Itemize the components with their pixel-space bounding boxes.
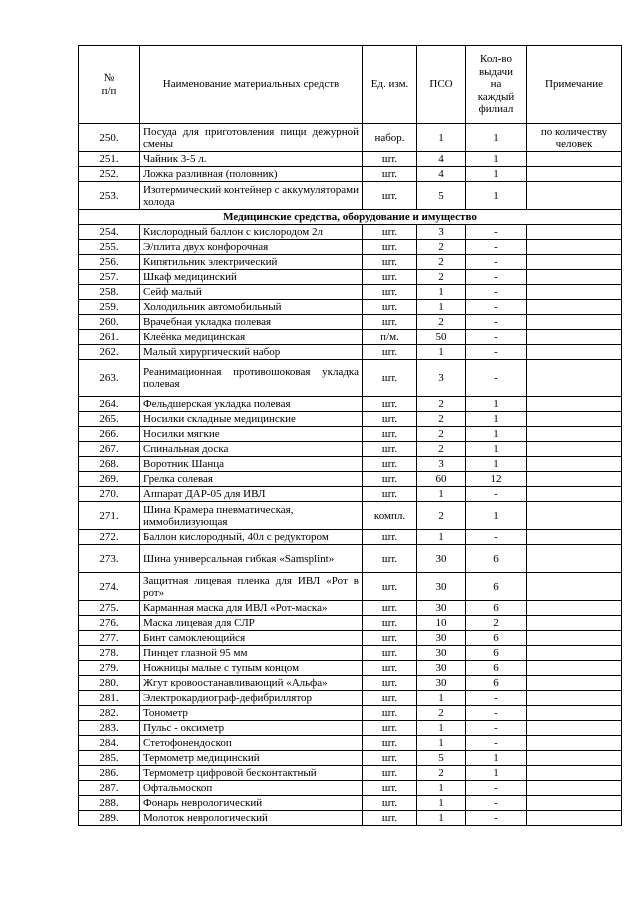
item-name: Термометр медицинский [140, 751, 363, 766]
table-row [79, 736, 622, 751]
unit-of-measure: шт. [363, 472, 417, 487]
section-row [79, 210, 622, 225]
note [527, 796, 622, 811]
branch-quantity: 1 [466, 427, 527, 442]
row-number: 268. [79, 457, 140, 472]
item-name: Реанимационная противошоковая укладка полевая [140, 360, 363, 397]
unit-of-measure: шт. [363, 691, 417, 706]
branch-quantity: 1 [466, 152, 527, 167]
table-row [79, 601, 622, 616]
table-row [79, 360, 622, 397]
pso-quantity: 2 [417, 427, 466, 442]
pso-quantity: 30 [417, 545, 466, 573]
pso-quantity: 1 [417, 736, 466, 751]
item-name: Жгут кровоостанавливающий «Альфа» [140, 676, 363, 691]
item-name: Холодильник автомобильный [140, 300, 363, 315]
inventory-table [78, 45, 622, 826]
branch-quantity: - [466, 300, 527, 315]
unit-of-measure: шт. [363, 427, 417, 442]
unit-of-measure: шт. [363, 811, 417, 826]
row-number: 275. [79, 601, 140, 616]
branch-quantity: - [466, 285, 527, 300]
unit-of-measure: шт. [363, 796, 417, 811]
table-row [79, 270, 622, 285]
branch-quantity: 6 [466, 601, 527, 616]
branch-quantity: - [466, 811, 527, 826]
pso-quantity: 2 [417, 442, 466, 457]
pso-quantity: 2 [417, 412, 466, 427]
row-number: 261. [79, 330, 140, 345]
unit-of-measure: шт. [363, 152, 417, 167]
header-unit: Ед. изм. [363, 46, 417, 124]
note [527, 427, 622, 442]
pso-quantity: 2 [417, 502, 466, 530]
pso-quantity: 1 [417, 487, 466, 502]
note [527, 545, 622, 573]
unit-of-measure: шт. [363, 736, 417, 751]
item-name: Посуда для приготовления пищи дежурной смены [140, 124, 363, 152]
row-number: 277. [79, 631, 140, 646]
pso-quantity: 3 [417, 225, 466, 240]
row-number: 278. [79, 646, 140, 661]
pso-quantity: 2 [417, 315, 466, 330]
branch-quantity: - [466, 691, 527, 706]
pso-quantity: 2 [417, 766, 466, 781]
pso-quantity: 2 [417, 706, 466, 721]
item-name: Воротник Шанца [140, 457, 363, 472]
pso-quantity: 1 [417, 300, 466, 315]
item-name: Э/плита двух конфорочная [140, 240, 363, 255]
row-number: 258. [79, 285, 140, 300]
branch-quantity: 1 [466, 182, 527, 210]
pso-quantity: 1 [417, 811, 466, 826]
note [527, 530, 622, 545]
note [527, 631, 622, 646]
row-number: 276. [79, 616, 140, 631]
row-number: 283. [79, 721, 140, 736]
unit-of-measure: шт. [363, 646, 417, 661]
item-name: Шкаф медицинский [140, 270, 363, 285]
table-row [79, 167, 622, 182]
table-row [79, 530, 622, 545]
branch-quantity: - [466, 240, 527, 255]
table-row [79, 631, 622, 646]
unit-of-measure: шт. [363, 442, 417, 457]
unit-of-measure: шт. [363, 781, 417, 796]
item-name: Врачебная укладка полевая [140, 315, 363, 330]
table-row [79, 616, 622, 631]
branch-quantity: 1 [466, 397, 527, 412]
unit-of-measure: шт. [363, 530, 417, 545]
row-number: 267. [79, 442, 140, 457]
section-body [79, 210, 622, 225]
note [527, 766, 622, 781]
row-number: 280. [79, 676, 140, 691]
pso-quantity: 3 [417, 360, 466, 397]
table-row [79, 285, 622, 300]
branch-quantity: - [466, 270, 527, 285]
unit-of-measure: шт. [363, 167, 417, 182]
row-number: 289. [79, 811, 140, 826]
row-number: 254. [79, 225, 140, 240]
table-row [79, 502, 622, 530]
row-number: 250. [79, 124, 140, 152]
item-name: Клеёнка медицинская [140, 330, 363, 345]
item-name: Молоток неврологический [140, 811, 363, 826]
table-row [79, 240, 622, 255]
row-number: 285. [79, 751, 140, 766]
branch-quantity: 6 [466, 545, 527, 573]
item-name: Фельдшерская укладка полевая [140, 397, 363, 412]
header-note: Примечание [527, 46, 622, 124]
row-number: 279. [79, 661, 140, 676]
header-pso: ПСО [417, 46, 466, 124]
unit-of-measure: п/м. [363, 330, 417, 345]
row-number: 259. [79, 300, 140, 315]
note [527, 255, 622, 270]
note [527, 270, 622, 285]
branch-quantity: 6 [466, 661, 527, 676]
note [527, 472, 622, 487]
unit-of-measure: шт. [363, 706, 417, 721]
table-row [79, 345, 622, 360]
pso-quantity: 1 [417, 781, 466, 796]
item-name: Баллон кислородный, 40л с редуктором [140, 530, 363, 545]
unit-of-measure: шт. [363, 721, 417, 736]
table-row [79, 330, 622, 345]
table-row [79, 412, 622, 427]
note [527, 300, 622, 315]
item-name: Шина Крамера пневматическая, иммобилизующая [140, 502, 363, 530]
table-row [79, 766, 622, 781]
branch-quantity: 1 [466, 502, 527, 530]
row-number: 256. [79, 255, 140, 270]
note [527, 285, 622, 300]
pso-quantity: 5 [417, 751, 466, 766]
pso-quantity: 1 [417, 691, 466, 706]
row-number: 288. [79, 796, 140, 811]
item-name: Носилки складные медицинские [140, 412, 363, 427]
table-row [79, 442, 622, 457]
item-name: Спинальная доска [140, 442, 363, 457]
unit-of-measure: шт. [363, 182, 417, 210]
unit-of-measure: шт. [363, 487, 417, 502]
note [527, 661, 622, 676]
row-number: 263. [79, 360, 140, 397]
pso-quantity: 1 [417, 721, 466, 736]
unit-of-measure: шт. [363, 240, 417, 255]
note [527, 751, 622, 766]
branch-quantity: - [466, 530, 527, 545]
pso-quantity: 2 [417, 397, 466, 412]
unit-of-measure: шт. [363, 573, 417, 601]
unit-of-measure: шт. [363, 285, 417, 300]
table-row [79, 751, 622, 766]
branch-quantity: - [466, 721, 527, 736]
row-number: 269. [79, 472, 140, 487]
header-num: № п/п [79, 46, 140, 124]
pso-quantity: 10 [417, 616, 466, 631]
branch-quantity: - [466, 796, 527, 811]
header-name: Наименование материальных средств [140, 46, 363, 124]
pso-quantity: 2 [417, 240, 466, 255]
item-name: Шина универсальная гибкая «Samsplint» [140, 545, 363, 573]
note [527, 330, 622, 345]
unit-of-measure: шт. [363, 616, 417, 631]
note [527, 167, 622, 182]
pso-quantity: 50 [417, 330, 466, 345]
item-name: Ложка разливная (половник) [140, 167, 363, 182]
row-number: 273. [79, 545, 140, 573]
branch-quantity: 1 [466, 124, 527, 152]
table-row [79, 457, 622, 472]
branch-quantity: - [466, 315, 527, 330]
item-name: Малый хирургический набор [140, 345, 363, 360]
row-number: 274. [79, 573, 140, 601]
branch-quantity: 1 [466, 442, 527, 457]
item-name: Электрокардиограф-дефибриллятор [140, 691, 363, 706]
note [527, 601, 622, 616]
table-header-row [79, 46, 622, 124]
pso-quantity: 30 [417, 573, 466, 601]
unit-of-measure: шт. [363, 345, 417, 360]
item-name: Сейф малый [140, 285, 363, 300]
item-name: Грелка солевая [140, 472, 363, 487]
table-row [79, 691, 622, 706]
item-name: Аппарат ДАР-05 для ИВЛ [140, 487, 363, 502]
table-row [79, 255, 622, 270]
pso-quantity: 4 [417, 167, 466, 182]
note [527, 676, 622, 691]
note [527, 721, 622, 736]
table-row [79, 315, 622, 330]
unit-of-measure: шт. [363, 315, 417, 330]
header-qty: Кол-во выдачи на каждый филиал [466, 46, 527, 124]
branch-quantity: 12 [466, 472, 527, 487]
row-number: 264. [79, 397, 140, 412]
item-name: Носилки мягкие [140, 427, 363, 442]
branch-quantity: - [466, 360, 527, 397]
row-number: 255. [79, 240, 140, 255]
note [527, 412, 622, 427]
note [527, 152, 622, 167]
branch-quantity: 6 [466, 573, 527, 601]
item-name: Изотермический контейнер с аккумуляторами холода [140, 182, 363, 210]
item-name: Защитная лицевая пленка для ИВЛ «Рот в рот» [140, 573, 363, 601]
row-number: 257. [79, 270, 140, 285]
table-row [79, 676, 622, 691]
unit-of-measure: шт. [363, 225, 417, 240]
row-number: 270. [79, 487, 140, 502]
item-name: Кислородный баллон с кислородом 2л [140, 225, 363, 240]
pso-quantity: 1 [417, 124, 466, 152]
item-name: Карманная маска для ИВЛ «Рот-маска» [140, 601, 363, 616]
branch-quantity: 1 [466, 457, 527, 472]
table-row [79, 721, 622, 736]
pso-quantity: 2 [417, 270, 466, 285]
pso-quantity: 4 [417, 152, 466, 167]
table-row [79, 487, 622, 502]
branch-quantity: 1 [466, 167, 527, 182]
item-name: Термометр цифровой бесконтактный [140, 766, 363, 781]
item-name: Офтальмоскоп [140, 781, 363, 796]
note [527, 360, 622, 397]
item-name: Бинт самоклеющийся [140, 631, 363, 646]
table-body-main [79, 225, 622, 826]
pso-quantity: 3 [417, 457, 466, 472]
unit-of-measure: шт. [363, 676, 417, 691]
table-row [79, 472, 622, 487]
branch-quantity: - [466, 736, 527, 751]
table-row [79, 152, 622, 167]
note [527, 736, 622, 751]
note [527, 442, 622, 457]
note: по количеству человек [527, 124, 622, 152]
pso-quantity: 5 [417, 182, 466, 210]
branch-quantity: - [466, 225, 527, 240]
branch-quantity: - [466, 255, 527, 270]
table-row [79, 706, 622, 721]
note [527, 487, 622, 502]
branch-quantity: - [466, 345, 527, 360]
section-title: Медицинские средства, оборудование и имущество [79, 210, 622, 225]
branch-quantity: 1 [466, 751, 527, 766]
unit-of-measure: шт. [363, 397, 417, 412]
branch-quantity: 1 [466, 766, 527, 781]
note [527, 811, 622, 826]
row-number: 272. [79, 530, 140, 545]
table-row [79, 781, 622, 796]
unit-of-measure: шт. [363, 545, 417, 573]
note [527, 706, 622, 721]
unit-of-measure: компл. [363, 502, 417, 530]
row-number: 265. [79, 412, 140, 427]
branch-quantity: - [466, 706, 527, 721]
note [527, 502, 622, 530]
unit-of-measure: шт. [363, 766, 417, 781]
note [527, 457, 622, 472]
pso-quantity: 1 [417, 796, 466, 811]
pso-quantity: 30 [417, 661, 466, 676]
branch-quantity: - [466, 781, 527, 796]
pso-quantity: 1 [417, 530, 466, 545]
item-name: Стетофонендоскоп [140, 736, 363, 751]
item-name: Тонометр [140, 706, 363, 721]
row-number: 260. [79, 315, 140, 330]
item-name: Фонарь неврологический [140, 796, 363, 811]
note [527, 691, 622, 706]
branch-quantity: - [466, 487, 527, 502]
item-name: Пульс - оксиметр [140, 721, 363, 736]
pso-quantity: 30 [417, 646, 466, 661]
item-name: Ножницы малые с тупым концом [140, 661, 363, 676]
table-row [79, 811, 622, 826]
note [527, 225, 622, 240]
pso-quantity: 1 [417, 345, 466, 360]
unit-of-measure: шт. [363, 412, 417, 427]
branch-quantity: 1 [466, 412, 527, 427]
unit-of-measure: шт. [363, 457, 417, 472]
note [527, 646, 622, 661]
item-name: Пинцет глазной 95 мм [140, 646, 363, 661]
unit-of-measure: набор. [363, 124, 417, 152]
item-name: Чайник 3-5 л. [140, 152, 363, 167]
table-body-top [79, 124, 622, 210]
unit-of-measure: шт. [363, 751, 417, 766]
table-row [79, 225, 622, 240]
row-number: 287. [79, 781, 140, 796]
table-row [79, 545, 622, 573]
branch-quantity: 6 [466, 676, 527, 691]
item-name: Кипятильник электрический [140, 255, 363, 270]
unit-of-measure: шт. [363, 270, 417, 285]
note [527, 315, 622, 330]
pso-quantity: 2 [417, 255, 466, 270]
unit-of-measure: шт. [363, 631, 417, 646]
table-row [79, 427, 622, 442]
table-row [79, 573, 622, 601]
pso-quantity: 1 [417, 285, 466, 300]
row-number: 266. [79, 427, 140, 442]
note [527, 573, 622, 601]
row-number: 271. [79, 502, 140, 530]
note [527, 345, 622, 360]
pso-quantity: 30 [417, 601, 466, 616]
unit-of-measure: шт. [363, 300, 417, 315]
row-number: 286. [79, 766, 140, 781]
branch-quantity: 6 [466, 631, 527, 646]
unit-of-measure: шт. [363, 661, 417, 676]
pso-quantity: 60 [417, 472, 466, 487]
row-number: 262. [79, 345, 140, 360]
table-row [79, 661, 622, 676]
table-row [79, 124, 622, 152]
table-row [79, 646, 622, 661]
row-number: 252. [79, 167, 140, 182]
row-number: 282. [79, 706, 140, 721]
row-number: 251. [79, 152, 140, 167]
unit-of-measure: шт. [363, 601, 417, 616]
pso-quantity: 30 [417, 631, 466, 646]
note [527, 616, 622, 631]
branch-quantity: - [466, 330, 527, 345]
table-row [79, 796, 622, 811]
table-row [79, 300, 622, 315]
row-number: 284. [79, 736, 140, 751]
table-row [79, 397, 622, 412]
branch-quantity: 2 [466, 616, 527, 631]
note [527, 781, 622, 796]
table-row [79, 182, 622, 210]
note [527, 397, 622, 412]
pso-quantity: 30 [417, 676, 466, 691]
row-number: 253. [79, 182, 140, 210]
unit-of-measure: шт. [363, 255, 417, 270]
unit-of-measure: шт. [363, 360, 417, 397]
note [527, 182, 622, 210]
item-name: Маска лицевая для СЛР [140, 616, 363, 631]
row-number: 281. [79, 691, 140, 706]
branch-quantity: 6 [466, 646, 527, 661]
note [527, 240, 622, 255]
